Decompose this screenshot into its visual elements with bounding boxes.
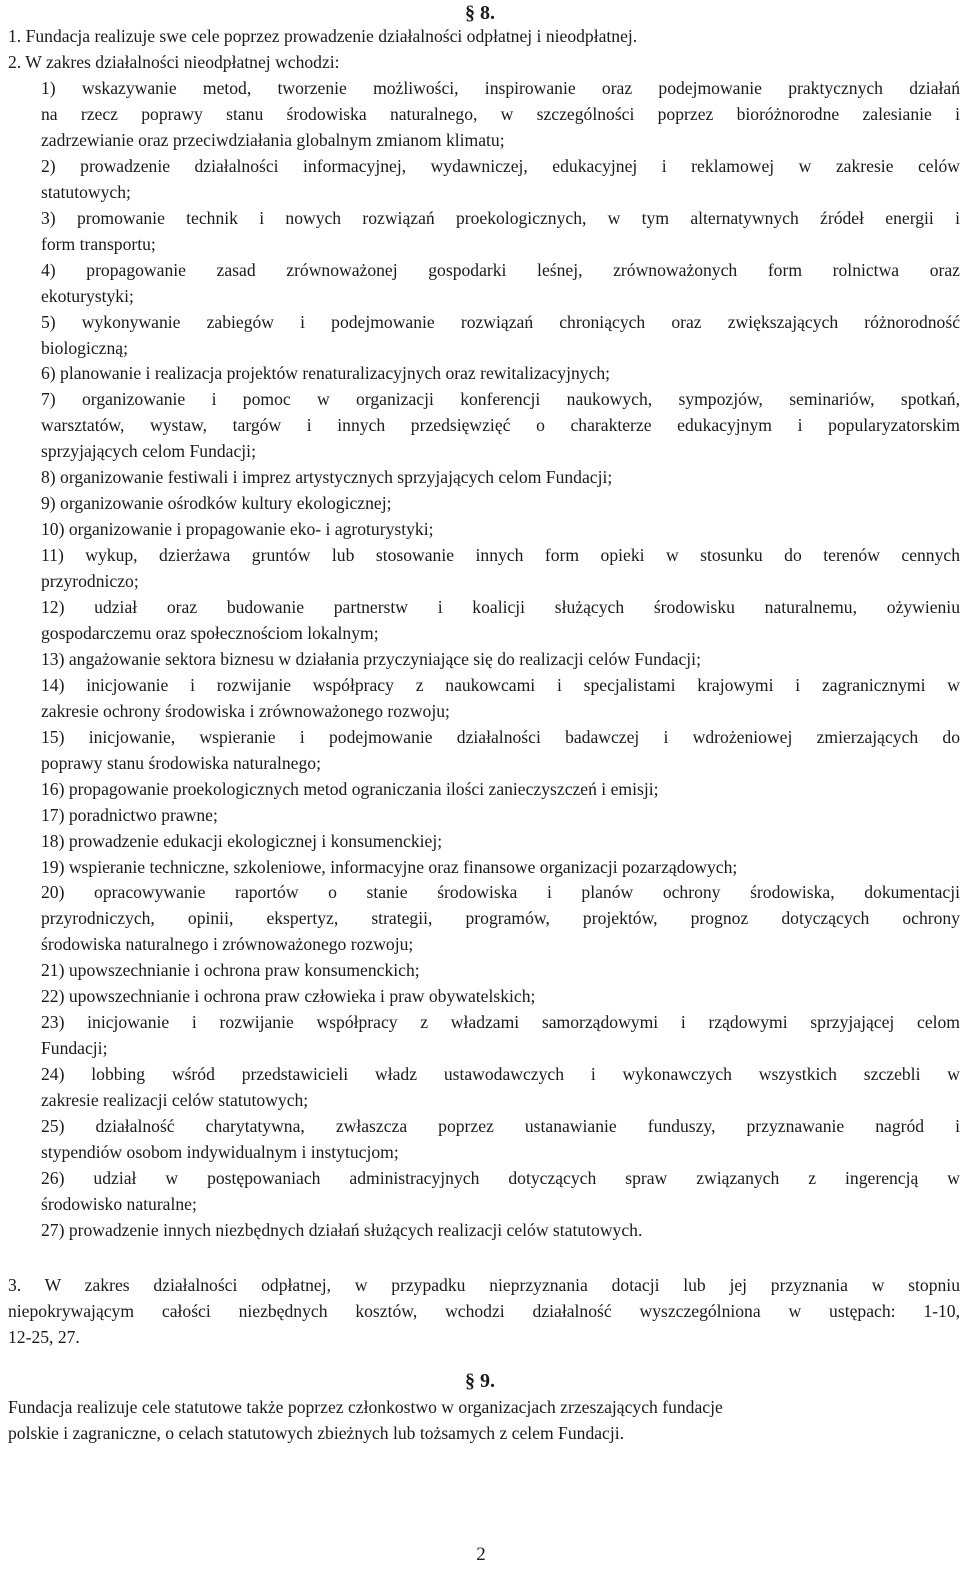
activity-list-line: 18) prowadzenie edukacji ekologicznej i konsumenckiej; <box>41 830 443 851</box>
activity-list-line: 17) poradnictwo prawne; <box>41 804 218 825</box>
activity-list-line: 16) propagowanie proekologicznych metod ograniczania ilości zanieczyszczeń i emisji; <box>41 778 659 799</box>
section-8-heading: § 8. <box>465 2 495 24</box>
activity-list-line: 2) prowadzenie działalności informacyjnej, wydawniczej, edukacyjnej i reklamowej w zakresie celów <box>41 155 960 176</box>
activity-list-line: środowisko naturalne; <box>41 1193 197 1214</box>
activity-list-line: 3) promowanie technik i nowych rozwiązań proekologicznych, w tym alternatywnych źródeł energii i <box>41 207 960 228</box>
activity-list-line: 24) lobbing wśród przedstawicieli władz ustawodawczych i wykonawczych wszystkich szczebli w <box>41 1064 960 1085</box>
activity-list-line: przyrodniczych, opinii, ekspertyz, strategii, programów, projektów, prognoz dotyczących ochrony <box>41 908 960 929</box>
activity-list-line: stypendiów osobom indywidualnym i instytucjom; <box>41 1142 399 1162</box>
activity-list-line: 8) organizowanie festiwali i imprez artystycznych sprzyjających celom Fundacji; <box>41 467 613 488</box>
activity-list-line: zadrzewianie oraz przeciwdziałania globalnym zmianom klimatu; <box>41 129 505 150</box>
activity-list-line: 27) prowadzenie innych niezbędnych działań służących realizacji celów statutowych. <box>41 1219 643 1240</box>
activity-list-line: na rzecz poprawy stanu środowiska naturalnego, w szczególności poprzez bioróżnorodne zalesianie i <box>41 104 960 124</box>
paragraph-3-line-3: 12-25, 27. <box>8 1327 80 1347</box>
activity-list-line: form transportu; <box>41 233 156 254</box>
activity-list-line: 14) inicjowanie i rozwijanie współpracy z naukowcami i specjalistami krajowymi i zagranicznymi w <box>41 674 960 695</box>
activity-list-line: zakresie realizacji celów statutowych; <box>41 1090 309 1110</box>
activity-list-line: 19) wspieranie techniczne, szkoleniowe, informacyjne oraz finansowe organizacji pozarządowych; <box>41 856 738 877</box>
page-number: 2 <box>476 1544 486 1565</box>
activity-list-line: gospodarczemu oraz społecznościom lokalnym; <box>41 622 379 643</box>
activity-list-line: warsztatów, wystaw, targów i innych przedsięwzięć o charakterze edukacyjnym i popularyzatorskim <box>41 415 960 436</box>
paragraph-3-line-2: niepokrywającym całości niezbędnych kosztów, wchodzi działalność wyszczególniona w ustępach: 1-10, <box>8 1301 960 1321</box>
activity-list-line: 22) upowszechnianie i ochrona praw człowieka i praw obywatelskich; <box>41 986 536 1007</box>
paragraph-1: 1. Fundacja realizuje swe cele poprzez prowadzenie działalności odpłatnej i nieodpłatnej. <box>8 26 638 46</box>
section-9-line-1: Fundacja realizuje cele statutowe także poprzez członkostwo w organizacjach zrzeszających fundacje <box>8 1397 723 1417</box>
activity-list-line: 5) wykonywanie zabiegów i podejmowanie rozwiązań chroniących oraz zwiększających różnorodność <box>41 311 960 332</box>
activity-list-line: 25) działalność charytatywna, zwłaszcza poprzez ustanawianie funduszy, przyznawanie nagród i <box>41 1116 960 1136</box>
activity-list-line: 4) propagowanie zasad zrównoważonej gospodarki leśnej, zrównoważonych form rolnictwa oraz <box>41 259 960 280</box>
section-9-line-2: polskie i zagraniczne, o celach statutowych zbieżnych lub tożsamych z celem Fundacji. <box>8 1423 625 1443</box>
activity-list-line: przyrodniczo; <box>41 571 139 591</box>
activity-list-line: 20) opracowywanie raportów o stanie środowiska i planów ochrony środowiska, dokumentacji <box>41 882 960 903</box>
activity-list-line: 6) planowanie i realizacja projektów renaturalizacyjnych oraz rewitalizacyjnych; <box>41 363 611 384</box>
activity-list-line: 26) udział w postępowaniach administracyjnych dotyczących spraw związanych z ingerencją w <box>41 1167 960 1188</box>
activity-list-line: 11) wykup, dzierżawa gruntów lub stosowanie innych form opieki w stosunku do terenów cennych <box>41 545 960 566</box>
activity-list-line: 9) organizowanie ośrodków kultury ekologicznej; <box>41 493 392 514</box>
paragraph-2-intro: 2. W zakres działalności nieodpłatnej wchodzi: <box>8 52 340 72</box>
activity-list-line: Fundacji; <box>41 1038 108 1059</box>
activity-list-line: 10) organizowanie i propagowanie eko- i agroturystyki; <box>41 519 434 540</box>
activity-list-line: poprawy stanu środowiska naturalnego; <box>41 752 321 773</box>
activity-list-line: biologiczną; <box>41 337 128 358</box>
activity-list-line: statutowych; <box>41 181 131 202</box>
activity-list-line: 23) inicjowanie i rozwijanie współpracy z władzami samorządowymi i rządowymi sprzyjającej celom <box>41 1012 960 1033</box>
section-9-heading: § 9. <box>465 1370 495 1392</box>
activity-list-line: zakresie ochrony środowiska i zrównoważonego rozwoju; <box>41 700 450 721</box>
activity-list-line: 21) upowszechnianie i ochrona praw konsumenckich; <box>41 960 420 981</box>
activity-list-line: sprzyjających celom Fundacji; <box>41 441 256 462</box>
activity-list-line: 15) inicjowanie, wspieranie i podejmowanie działalności badawczej i wdrożeniowej zmierzających do <box>41 726 960 747</box>
activity-list-line: 13) angażowanie sektora biznesu w działania przyczyniające się do realizacji celów Fundacji; <box>41 648 701 669</box>
activity-list-line: ekoturystyki; <box>41 285 134 306</box>
paragraph-3-line-1: 3. W zakres działalności odpłatnej, w przypadku nieprzyznania dotacji lub jej przyznania w stopniu <box>8 1275 960 1295</box>
page-number-row <box>0 1542 960 1568</box>
activity-list-line: 12) udział oraz budowanie partnerstw i koalicji służących środowisku naturalnemu, ożywieniu <box>41 597 960 617</box>
activity-list-line: 7) organizowanie i pomoc w organizacji konferencji naukowych, sympozjów, seminariów, spotkań, <box>41 389 960 410</box>
activity-list-line: środowiska naturalnego i zrównoważonego rozwoju; <box>41 934 414 955</box>
activity-list-line: 1) wskazywanie metod, tworzenie możliwości, inspirowanie oraz podejmowanie praktycznych działań <box>41 78 960 98</box>
